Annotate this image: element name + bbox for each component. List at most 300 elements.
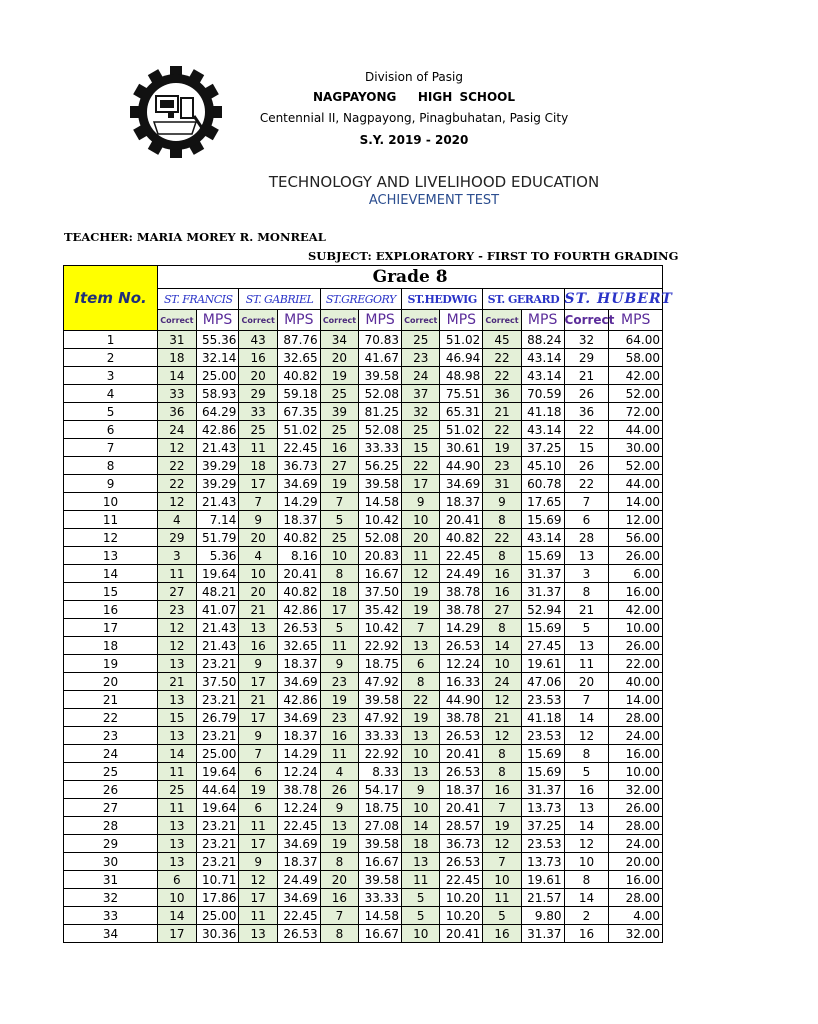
correct-count-cell: 5 bbox=[401, 907, 440, 925]
correct-count-cell: 8 bbox=[564, 871, 609, 889]
table-row bbox=[64, 835, 663, 853]
mps-cell: 33.33 bbox=[359, 889, 402, 907]
mps-cell: 56.00 bbox=[609, 529, 663, 547]
correct-count-cell: 25 bbox=[401, 421, 440, 439]
table-row bbox=[64, 439, 663, 457]
correct-count-cell: 17 bbox=[401, 475, 440, 493]
correct-count-cell: 9 bbox=[239, 511, 278, 529]
mps-cell: 34.69 bbox=[277, 709, 320, 727]
correct-count-cell: 13 bbox=[239, 925, 278, 943]
correct-count-cell: 17 bbox=[239, 835, 278, 853]
mps-cell: 21.43 bbox=[196, 493, 239, 511]
correct-count-cell: 19 bbox=[483, 439, 522, 457]
mps-cell: 16.67 bbox=[359, 565, 402, 583]
item-number-cell: 19 bbox=[64, 655, 158, 673]
correct-count-cell: 20 bbox=[564, 673, 609, 691]
mps-cell: 22.00 bbox=[609, 655, 663, 673]
correct-count-cell: 20 bbox=[320, 871, 359, 889]
mps-cell: 39.58 bbox=[359, 871, 402, 889]
correct-count-cell: 13 bbox=[564, 637, 609, 655]
mps-cell: 72.00 bbox=[609, 403, 663, 421]
correct-count-cell: 16 bbox=[483, 925, 522, 943]
mps-cell: 52.94 bbox=[521, 601, 564, 619]
correct-count-cell: 25 bbox=[158, 781, 197, 799]
mps-cell: 20.41 bbox=[440, 745, 483, 763]
correct-count-cell: 16 bbox=[320, 439, 359, 457]
test-title: ACHIEVEMENT TEST bbox=[368, 193, 500, 208]
mps-cell: 28.00 bbox=[609, 817, 663, 835]
mps-cell: 14.00 bbox=[609, 493, 663, 511]
correct-count-cell: 12 bbox=[158, 439, 197, 457]
item-number-cell: 16 bbox=[64, 601, 158, 619]
mps-cell: 41.18 bbox=[521, 403, 564, 421]
mps-cell: 43.14 bbox=[521, 421, 564, 439]
mps-cell: 32.65 bbox=[277, 349, 320, 367]
item-number-cell: 27 bbox=[64, 799, 158, 817]
correct-count-cell: 22 bbox=[483, 529, 522, 547]
correct-count-cell: 11 bbox=[401, 871, 440, 889]
table-row bbox=[64, 673, 663, 691]
table-row bbox=[64, 385, 663, 403]
table-row bbox=[64, 691, 663, 709]
correct-count-cell: 10 bbox=[483, 871, 522, 889]
correct-count-cell: 13 bbox=[401, 763, 440, 781]
correct-count-cell: 18 bbox=[158, 349, 197, 367]
correct-count-cell: 21 bbox=[564, 367, 609, 385]
mps-cell: 37.50 bbox=[359, 583, 402, 601]
correct-count-cell: 6 bbox=[564, 511, 609, 529]
correct-count-cell: 13 bbox=[401, 727, 440, 745]
mps-cell: 25.00 bbox=[196, 745, 239, 763]
item-number-cell: 9 bbox=[64, 475, 158, 493]
correct-count-cell: 22 bbox=[401, 691, 440, 709]
correct-count-cell: 6 bbox=[239, 763, 278, 781]
correct-count-cell: 11 bbox=[320, 637, 359, 655]
mps-cell: 39.29 bbox=[196, 475, 239, 493]
mps-cell: 22.45 bbox=[277, 439, 320, 457]
mps-cell: 8.33 bbox=[359, 763, 402, 781]
mps-cell: 23.53 bbox=[521, 691, 564, 709]
correct-count-cell: 22 bbox=[483, 367, 522, 385]
table-row bbox=[64, 367, 663, 385]
item-number-cell: 25 bbox=[64, 763, 158, 781]
mps-cell: 38.78 bbox=[440, 583, 483, 601]
mps-cell: 60.78 bbox=[521, 475, 564, 493]
correct-count-cell: 10 bbox=[158, 889, 197, 907]
correct-count-cell: 13 bbox=[564, 799, 609, 817]
mps-cell: 47.06 bbox=[521, 673, 564, 691]
item-number-cell: 15 bbox=[64, 583, 158, 601]
correct-count-cell: 7 bbox=[239, 745, 278, 763]
item-number-cell: 33 bbox=[64, 907, 158, 925]
mps-cell: 56.25 bbox=[359, 457, 402, 475]
mps-cell: 26.79 bbox=[196, 709, 239, 727]
item-number-cell: 31 bbox=[64, 871, 158, 889]
table-row bbox=[64, 457, 663, 475]
mps-cell: 51.02 bbox=[440, 421, 483, 439]
item-number-cell: 4 bbox=[64, 385, 158, 403]
correct-count-cell: 19 bbox=[483, 817, 522, 835]
correct-count-cell: 6 bbox=[158, 871, 197, 889]
correct-count-cell: 21 bbox=[483, 709, 522, 727]
item-number-cell: 30 bbox=[64, 853, 158, 871]
mps-cell: 32.65 bbox=[277, 637, 320, 655]
mps-cell: 22.45 bbox=[277, 817, 320, 835]
mps-cell: 12.00 bbox=[609, 511, 663, 529]
table-row bbox=[64, 421, 663, 439]
mps-cell: 10.20 bbox=[440, 889, 483, 907]
item-number-header: Item No. bbox=[64, 266, 158, 331]
correct-count-cell: 34 bbox=[320, 331, 359, 349]
correct-count-cell: 24 bbox=[158, 421, 197, 439]
correct-column-header: Correct bbox=[564, 310, 609, 331]
correct-count-cell: 20 bbox=[401, 529, 440, 547]
correct-count-cell: 24 bbox=[401, 367, 440, 385]
mps-cell: 36.73 bbox=[440, 835, 483, 853]
correct-count-cell: 3 bbox=[158, 547, 197, 565]
correct-count-cell: 9 bbox=[239, 655, 278, 673]
mps-cell: 51.02 bbox=[277, 421, 320, 439]
mps-cell: 22.92 bbox=[359, 637, 402, 655]
mps-cell: 26.53 bbox=[440, 853, 483, 871]
correct-count-cell: 26 bbox=[564, 457, 609, 475]
item-number-cell: 21 bbox=[64, 691, 158, 709]
mps-cell: 37.25 bbox=[521, 817, 564, 835]
correct-count-cell: 25 bbox=[320, 421, 359, 439]
correct-count-cell: 25 bbox=[401, 331, 440, 349]
mps-cell: 18.37 bbox=[277, 511, 320, 529]
mps-cell: 5.36 bbox=[196, 547, 239, 565]
mps-cell: 40.82 bbox=[277, 583, 320, 601]
mps-cell: 9.80 bbox=[521, 907, 564, 925]
correct-count-cell: 12 bbox=[158, 637, 197, 655]
correct-count-cell: 20 bbox=[239, 529, 278, 547]
mps-cell: 17.65 bbox=[521, 493, 564, 511]
item-number-cell: 1 bbox=[64, 331, 158, 349]
correct-count-cell: 15 bbox=[564, 439, 609, 457]
mps-cell: 41.18 bbox=[521, 709, 564, 727]
mps-cell: 48.21 bbox=[196, 583, 239, 601]
correct-count-cell: 7 bbox=[564, 691, 609, 709]
correct-count-cell: 18 bbox=[239, 457, 278, 475]
mps-cell: 40.00 bbox=[609, 673, 663, 691]
correct-count-cell: 17 bbox=[239, 475, 278, 493]
mps-cell: 36.73 bbox=[277, 457, 320, 475]
mps-cell: 14.29 bbox=[277, 745, 320, 763]
mps-cell: 16.00 bbox=[609, 871, 663, 889]
correct-count-cell: 11 bbox=[239, 817, 278, 835]
mps-cell: 42.00 bbox=[609, 601, 663, 619]
mps-cell: 23.21 bbox=[196, 835, 239, 853]
mps-cell: 23.21 bbox=[196, 727, 239, 745]
correct-count-cell: 10 bbox=[401, 745, 440, 763]
mps-cell: 16.00 bbox=[609, 745, 663, 763]
mps-cell: 75.51 bbox=[440, 385, 483, 403]
item-number-cell: 28 bbox=[64, 817, 158, 835]
correct-count-cell: 12 bbox=[483, 691, 522, 709]
section-header: ST. HUBERT bbox=[564, 289, 662, 310]
correct-count-cell: 12 bbox=[483, 727, 522, 745]
correct-count-cell: 15 bbox=[401, 439, 440, 457]
table-row bbox=[64, 781, 663, 799]
correct-count-cell: 10 bbox=[401, 799, 440, 817]
item-number-cell: 6 bbox=[64, 421, 158, 439]
mps-cell: 39.29 bbox=[196, 457, 239, 475]
correct-count-cell: 17 bbox=[239, 889, 278, 907]
item-number-cell: 10 bbox=[64, 493, 158, 511]
mps-cell: 20.41 bbox=[277, 565, 320, 583]
section-header: ST. GERARD bbox=[483, 289, 564, 310]
mps-cell: 52.00 bbox=[609, 385, 663, 403]
department-title: TECHNOLOGY AND LIVELIHOOD EDUCATION bbox=[268, 173, 600, 191]
mps-cell: 40.82 bbox=[277, 529, 320, 547]
mps-cell: 28.00 bbox=[609, 709, 663, 727]
table-row bbox=[64, 763, 663, 781]
correct-count-cell: 7 bbox=[320, 907, 359, 925]
mps-cell: 81.25 bbox=[359, 403, 402, 421]
correct-count-cell: 9 bbox=[239, 727, 278, 745]
teacher-label: TEACHER: MARIA MOREY R. MONREAL bbox=[64, 230, 326, 244]
correct-count-cell: 16 bbox=[564, 781, 609, 799]
table-row bbox=[64, 601, 663, 619]
school-address: Centennial II, Nagpayong, Pinagbuhatan, Pasig City bbox=[259, 111, 569, 125]
mps-cell: 30.36 bbox=[196, 925, 239, 943]
mps-column-header: MPS bbox=[277, 310, 320, 331]
correct-count-cell: 19 bbox=[401, 709, 440, 727]
mps-column-header: MPS bbox=[609, 310, 663, 331]
mps-cell: 87.76 bbox=[277, 331, 320, 349]
correct-count-cell: 7 bbox=[239, 493, 278, 511]
correct-count-cell: 11 bbox=[401, 547, 440, 565]
mps-cell: 14.58 bbox=[359, 493, 402, 511]
correct-count-cell: 29 bbox=[564, 349, 609, 367]
table-row bbox=[64, 907, 663, 925]
correct-count-cell: 13 bbox=[158, 655, 197, 673]
school-year: S.Y. 2019 - 2020 bbox=[359, 133, 469, 147]
mps-cell: 15.69 bbox=[521, 745, 564, 763]
correct-count-cell: 12 bbox=[239, 871, 278, 889]
mps-cell: 16.33 bbox=[440, 673, 483, 691]
mps-cell: 23.21 bbox=[196, 853, 239, 871]
correct-count-cell: 20 bbox=[239, 367, 278, 385]
table-row bbox=[64, 547, 663, 565]
mps-cell: 19.64 bbox=[196, 565, 239, 583]
correct-count-cell: 26 bbox=[564, 385, 609, 403]
mps-cell: 46.94 bbox=[440, 349, 483, 367]
item-number-cell: 12 bbox=[64, 529, 158, 547]
mps-cell: 39.58 bbox=[359, 835, 402, 853]
item-number-cell: 22 bbox=[64, 709, 158, 727]
mps-cell: 43.14 bbox=[521, 349, 564, 367]
section-header: ST. GABRIEL bbox=[239, 289, 320, 310]
correct-count-cell: 3 bbox=[564, 565, 609, 583]
correct-count-cell: 11 bbox=[158, 799, 197, 817]
mps-cell: 26.53 bbox=[277, 619, 320, 637]
item-number-cell: 24 bbox=[64, 745, 158, 763]
mps-cell: 19.61 bbox=[521, 655, 564, 673]
mps-cell: 43.14 bbox=[521, 529, 564, 547]
mps-cell: 23.53 bbox=[521, 727, 564, 745]
correct-count-cell: 27 bbox=[158, 583, 197, 601]
mps-cell: 14.00 bbox=[609, 691, 663, 709]
mps-cell: 34.69 bbox=[277, 835, 320, 853]
mps-cell: 20.41 bbox=[440, 799, 483, 817]
correct-count-cell: 12 bbox=[564, 727, 609, 745]
table-row bbox=[64, 529, 663, 547]
correct-count-cell: 11 bbox=[239, 439, 278, 457]
mps-cell: 52.00 bbox=[609, 457, 663, 475]
correct-count-cell: 8 bbox=[564, 583, 609, 601]
correct-count-cell: 13 bbox=[158, 817, 197, 835]
mps-cell: 22.92 bbox=[359, 745, 402, 763]
correct-count-cell: 14 bbox=[158, 367, 197, 385]
correct-count-cell: 8 bbox=[483, 547, 522, 565]
correct-column-header: Correct bbox=[401, 310, 440, 331]
correct-count-cell: 25 bbox=[320, 529, 359, 547]
mps-cell: 39.58 bbox=[359, 475, 402, 493]
correct-count-cell: 16 bbox=[483, 583, 522, 601]
correct-count-cell: 6 bbox=[239, 799, 278, 817]
mps-cell: 15.69 bbox=[521, 763, 564, 781]
correct-count-cell: 4 bbox=[320, 763, 359, 781]
correct-count-cell: 16 bbox=[483, 781, 522, 799]
mps-cell: 10.20 bbox=[440, 907, 483, 925]
correct-count-cell: 17 bbox=[158, 925, 197, 943]
correct-count-cell: 29 bbox=[239, 385, 278, 403]
correct-count-cell: 27 bbox=[483, 601, 522, 619]
correct-count-cell: 23 bbox=[320, 709, 359, 727]
mps-cell: 18.75 bbox=[359, 799, 402, 817]
mps-column-header: MPS bbox=[440, 310, 483, 331]
correct-count-cell: 36 bbox=[564, 403, 609, 421]
correct-count-cell: 10 bbox=[483, 655, 522, 673]
mps-cell: 12.24 bbox=[277, 799, 320, 817]
correct-count-cell: 7 bbox=[483, 853, 522, 871]
mps-cell: 44.64 bbox=[196, 781, 239, 799]
correct-column-header: Correct bbox=[158, 310, 197, 331]
correct-count-cell: 12 bbox=[158, 493, 197, 511]
correct-count-cell: 18 bbox=[401, 835, 440, 853]
correct-count-cell: 8 bbox=[483, 619, 522, 637]
item-number-cell: 34 bbox=[64, 925, 158, 943]
mps-cell: 23.21 bbox=[196, 655, 239, 673]
mps-cell: 16.67 bbox=[359, 853, 402, 871]
mps-cell: 28.00 bbox=[609, 889, 663, 907]
correct-count-cell: 17 bbox=[239, 709, 278, 727]
mps-cell: 18.37 bbox=[277, 853, 320, 871]
correct-count-cell: 10 bbox=[401, 511, 440, 529]
correct-count-cell: 11 bbox=[320, 745, 359, 763]
mps-cell: 44.00 bbox=[609, 421, 663, 439]
correct-count-cell: 13 bbox=[401, 853, 440, 871]
table-row bbox=[64, 655, 663, 673]
mps-cell: 17.86 bbox=[196, 889, 239, 907]
correct-count-cell: 19 bbox=[320, 475, 359, 493]
correct-count-cell: 17 bbox=[320, 601, 359, 619]
mps-cell: 10.42 bbox=[359, 511, 402, 529]
correct-count-cell: 20 bbox=[239, 583, 278, 601]
correct-count-cell: 14 bbox=[483, 637, 522, 655]
correct-count-cell: 24 bbox=[483, 673, 522, 691]
item-number-cell: 3 bbox=[64, 367, 158, 385]
school-name: NAGPAYONG HIGH SCHOOL bbox=[312, 90, 516, 104]
mps-cell: 64.29 bbox=[196, 403, 239, 421]
item-number-cell: 18 bbox=[64, 637, 158, 655]
correct-count-cell: 12 bbox=[158, 619, 197, 637]
mps-cell: 10.00 bbox=[609, 619, 663, 637]
item-number-cell: 5 bbox=[64, 403, 158, 421]
mps-cell: 31.37 bbox=[521, 781, 564, 799]
correct-count-cell: 32 bbox=[564, 331, 609, 349]
correct-count-cell: 16 bbox=[564, 925, 609, 943]
mps-cell: 47.92 bbox=[359, 709, 402, 727]
mps-cell: 34.69 bbox=[277, 673, 320, 691]
mps-cell: 35.42 bbox=[359, 601, 402, 619]
mps-cell: 18.75 bbox=[359, 655, 402, 673]
mps-cell: 22.45 bbox=[277, 907, 320, 925]
item-number-cell: 29 bbox=[64, 835, 158, 853]
mps-cell: 26.00 bbox=[609, 547, 663, 565]
grade-header: Grade 8 bbox=[158, 266, 663, 289]
mps-cell: 21.57 bbox=[521, 889, 564, 907]
mps-cell: 59.18 bbox=[277, 385, 320, 403]
mps-cell: 21.43 bbox=[196, 619, 239, 637]
mps-cell: 13.73 bbox=[521, 799, 564, 817]
correct-count-cell: 13 bbox=[158, 853, 197, 871]
mps-cell: 4.00 bbox=[609, 907, 663, 925]
correct-count-cell: 7 bbox=[320, 493, 359, 511]
mps-cell: 20.83 bbox=[359, 547, 402, 565]
correct-count-cell: 21 bbox=[239, 601, 278, 619]
correct-count-cell: 37 bbox=[401, 385, 440, 403]
correct-count-cell: 16 bbox=[483, 565, 522, 583]
table-row bbox=[64, 853, 663, 871]
mps-cell: 18.37 bbox=[440, 493, 483, 511]
mps-cell: 37.50 bbox=[196, 673, 239, 691]
table-row bbox=[64, 493, 663, 511]
correct-count-cell: 8 bbox=[483, 763, 522, 781]
correct-count-cell: 23 bbox=[158, 601, 197, 619]
mps-cell: 39.58 bbox=[359, 367, 402, 385]
correct-count-cell: 12 bbox=[564, 835, 609, 853]
correct-count-cell: 8 bbox=[483, 511, 522, 529]
mps-cell: 25.00 bbox=[196, 367, 239, 385]
mps-cell: 18.37 bbox=[440, 781, 483, 799]
mps-cell: 70.59 bbox=[521, 385, 564, 403]
correct-count-cell: 27 bbox=[320, 457, 359, 475]
mps-cell: 26.00 bbox=[609, 637, 663, 655]
mps-cell: 15.69 bbox=[521, 619, 564, 637]
mps-cell: 42.86 bbox=[277, 691, 320, 709]
correct-column-header: Correct bbox=[320, 310, 359, 331]
correct-count-cell: 15 bbox=[158, 709, 197, 727]
table-row bbox=[64, 619, 663, 637]
table-row bbox=[64, 475, 663, 493]
mps-cell: 64.00 bbox=[609, 331, 663, 349]
correct-count-cell: 36 bbox=[158, 403, 197, 421]
correct-count-cell: 5 bbox=[320, 619, 359, 637]
mps-cell: 42.86 bbox=[196, 421, 239, 439]
correct-count-cell: 11 bbox=[158, 565, 197, 583]
correct-count-cell: 43 bbox=[239, 331, 278, 349]
table-row bbox=[64, 727, 663, 745]
table-row bbox=[64, 925, 663, 943]
mps-cell: 21.43 bbox=[196, 439, 239, 457]
correct-count-cell: 36 bbox=[483, 385, 522, 403]
mps-cell: 42.00 bbox=[609, 367, 663, 385]
correct-count-cell: 8 bbox=[320, 565, 359, 583]
correct-count-cell: 8 bbox=[564, 745, 609, 763]
